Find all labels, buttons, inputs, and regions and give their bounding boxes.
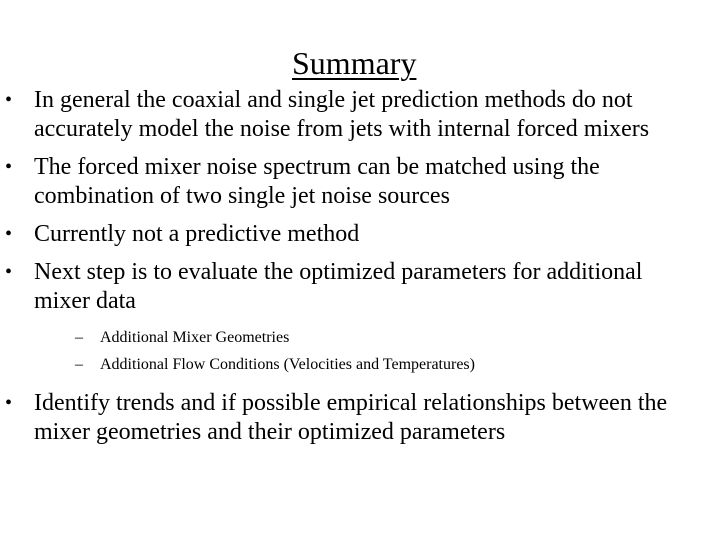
slide-title: Summary [292,45,417,81]
bullet-item [0,86,720,144]
bullet-text: The forced mixer noise spectrum can be matched using the combination of two single jet noise sources [34,154,600,209]
bullet-marker: • [5,89,13,111]
sub-bullet-marker: – [75,329,83,346]
bullet-marker: • [5,261,13,283]
bullet-text: Identify trends and if possible empirical relationships between the mixer geometries and their optimized parameters [34,390,668,445]
bullet-marker: • [5,223,13,245]
bullet-item [0,389,720,447]
sub-bullet-item [34,328,700,348]
sub-bullet-list [34,328,700,375]
bullet-item [0,153,720,211]
sub-bullet-text: Additional Flow Conditions (Velocities and Temperatures) [100,356,475,373]
bullet-list [0,86,720,456]
sub-bullet-item [34,355,700,375]
bullet-text: In general the coaxial and single jet prediction methods do not accurately model the noise from jets with internal forced mixers [34,87,650,142]
bullet-text: Currently not a predictive method [34,221,360,247]
bullet-marker: • [5,392,13,414]
bullet-marker: • [5,156,13,178]
sub-bullet-marker: – [75,356,83,373]
bullet-text: Next step is to evaluate the optimized parameters for additional mixer data [34,259,643,314]
bullet-item [0,258,720,375]
bullet-item [0,220,720,249]
sub-bullet-text: Additional Mixer Geometries [100,329,290,346]
